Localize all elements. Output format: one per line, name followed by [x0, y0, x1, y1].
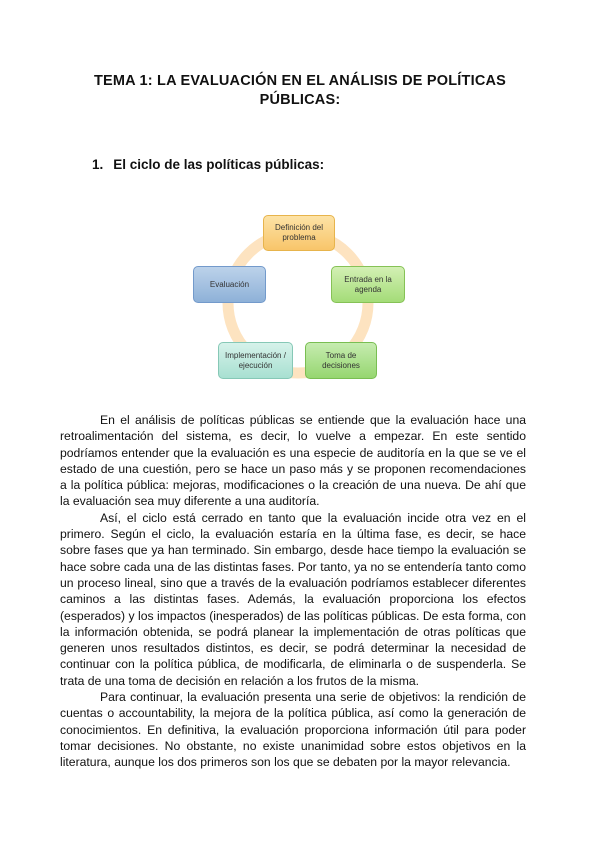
document-title: TEMA 1: LA EVALUACIÓN EN EL ANÁLISIS DE POLÍTICAS PÚBLICAS: [93, 73, 507, 108]
section-number: 1. [92, 157, 104, 172]
stage-evaluacion: Evaluación [193, 266, 266, 303]
paragraph: Para continuar, la evaluación presenta una serie de objetivos: la rendición de cuentas o accountability, la mejora de la política pública, así como la generación de conocimientos. En definitiva, la evaluación proporciona información útil para poder tomar decisiones. No obstante, no existe unanimidad sobre estos objetivos en la literatura, aunque los dos primeros son los que se debaten por la mayor relevancia. [60, 690, 526, 770]
stage-implementacion: Implementación / ejecución [218, 342, 293, 379]
stage-entrada-agenda: Entrada en la agenda [331, 266, 405, 303]
body-text [60, 412, 526, 771]
paragraph: En el análisis de políticas públicas se entiende que la evaluación hace una retroalimentación del sistema, es decir, lo vuelve a empezar. En este sentido podríamos entender que la evaluación es una especie de auditoría en la que se ve el estado de una cuestión, pero se hace un paso más y se proponen recomendaciones a la política pública: mejoras, modificaciones o la creación de una nueva. De ahí que la evaluación sea muy diferente a una auditoría. [60, 413, 526, 509]
paragraph: Así, el ciclo está cerrado en tanto que la evaluación incide otra vez en el primero. Según el ciclo, la evaluación estaría en la última fase, es decir, se hace sobre fases que ya han terminado. Sin embargo, desde hace tiempo la evaluación se hace sobre cada una de las distintas fases. Por tanto, ya no se entendería tanto como un proceso lineal, sino que a través de la evaluación podríamos establecer diferentes caminos a las distintas fases. Además, la evaluación proporciona los efectos (esperados) y los impactos (inesperados) de las políticas públicas. De esta forma, con la información obtenida, se podrá planear la implementación de otras políticas que generen unos resultados distintos, es decir, se podrá determinar la necesidad de continuar con la política pública, de modificarla, de eliminarla o de suspenderla. Se trata de una toma de decisión en relación a los frutos de la misma. [60, 510, 526, 688]
section-heading [92, 157, 324, 172]
stage-toma-decisiones: Toma de decisiones [305, 342, 377, 379]
section-heading-text: El ciclo de las políticas públicas: [113, 157, 325, 172]
stage-definicion-problema: Definición del problema [263, 215, 335, 251]
policy-cycle-diagram [180, 205, 420, 390]
